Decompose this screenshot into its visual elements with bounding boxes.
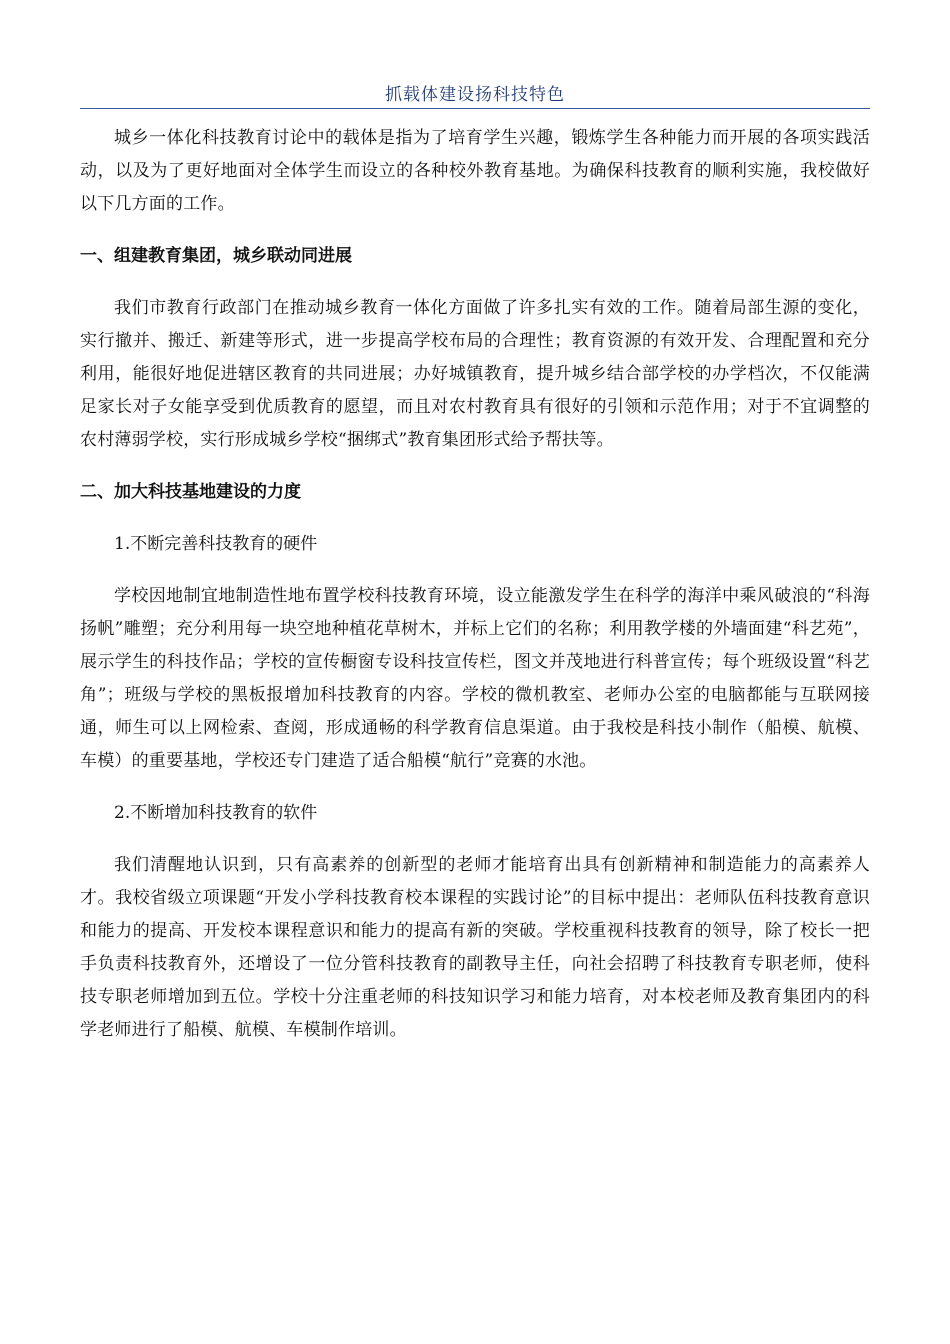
- subsection-2-heading: 2.不断增加科技教育的软件: [114, 803, 318, 823]
- section-1-heading: 一、组建教育集团，城乡联动同进展: [80, 246, 352, 266]
- document-body: [80, 120, 870, 1066]
- section-2-heading: 二、加大科技基地建设的力度: [80, 482, 301, 502]
- intro-paragraph: 城乡一体化科技教育讨论中的载体是指为了培育学生兴趣，锻炼学生各种能力而开展的各项实践活动，以及为了更好地面对全体学生而设立的各种校外教育基地。为确保科技教育的顺利实施，我校做好以下几方面的工作。: [80, 128, 870, 214]
- section-1-paragraph: 我们市教育行政部门在推动城乡教育一体化方面做了许多扎实有效的工作。随着局部生源的变化，实行撤并、搬迁、新建等形式，进一步提高学校布局的合理性；教育资源的有效开发、合理配置和充分利用，能很好地促进辖区教育的共同进展；办好城镇教育，提升城乡结合部学校的办学档次，不仅能满足家长对子女能享受到优质教育的愿望，而且对农村教育具有很好的引领和示范作用；对于不宜调整的农村薄弱学校，实行形成城乡学校“捆绑式”教育集团形式给予帮扶等。: [80, 298, 870, 450]
- header-divider: [80, 108, 870, 109]
- page-header-title: 抓载体建设扬科技特色: [385, 85, 565, 105]
- subsection-2-paragraph: 我们清醒地认识到，只有高素养的创新型的老师才能培育出具有创新精神和制造能力的高素养人才。我校省级立项课题“开发小学科技教育校本课程的实践讨论”的目标中提出：老师队伍科技教育意识和能力的提高、开发校本课程意识和能力的提高有新的突破。学校重视科技教育的领导，除了校长一把手负责科技教育外，还增设了一位分管科技教育的副教导主任，向社会招聘了科技教育专职老师，使科技专职老师增加到五位。学校十分注重老师的科技知识学习和能力培育，对本校老师及教育集团内的科学老师进行了船模、航模、车模制作培训。: [80, 855, 870, 1040]
- subsection-1-heading: 1.不断完善科技教育的硬件: [114, 534, 318, 554]
- subsection-1-paragraph: 学校因地制宜地制造性地布置学校科技教育环境，设立能激发学生在科学的海洋中乘风破浪的“科海扬帆”雕塑；充分利用每一块空地种植花草树木，并标上它们的名称；利用教学楼的外墙面建“科艺苑”，展示学生的科技作品；学校的宣传橱窗专设科技宣传栏，图文并茂地进行科普宣传；每个班级设置“科艺角”；班级与学校的黑板报增加科技教育的内容。学校的微机教室、老师办公室的电脑都能与互联网接通，师生可以上网检索、查阅，形成通畅的科学教育信息渠道。由于我校是科技小制作（船模、航模、车模）的重要基地，学校还专门建造了适合船模“航行”竞赛的水池。: [80, 586, 870, 771]
